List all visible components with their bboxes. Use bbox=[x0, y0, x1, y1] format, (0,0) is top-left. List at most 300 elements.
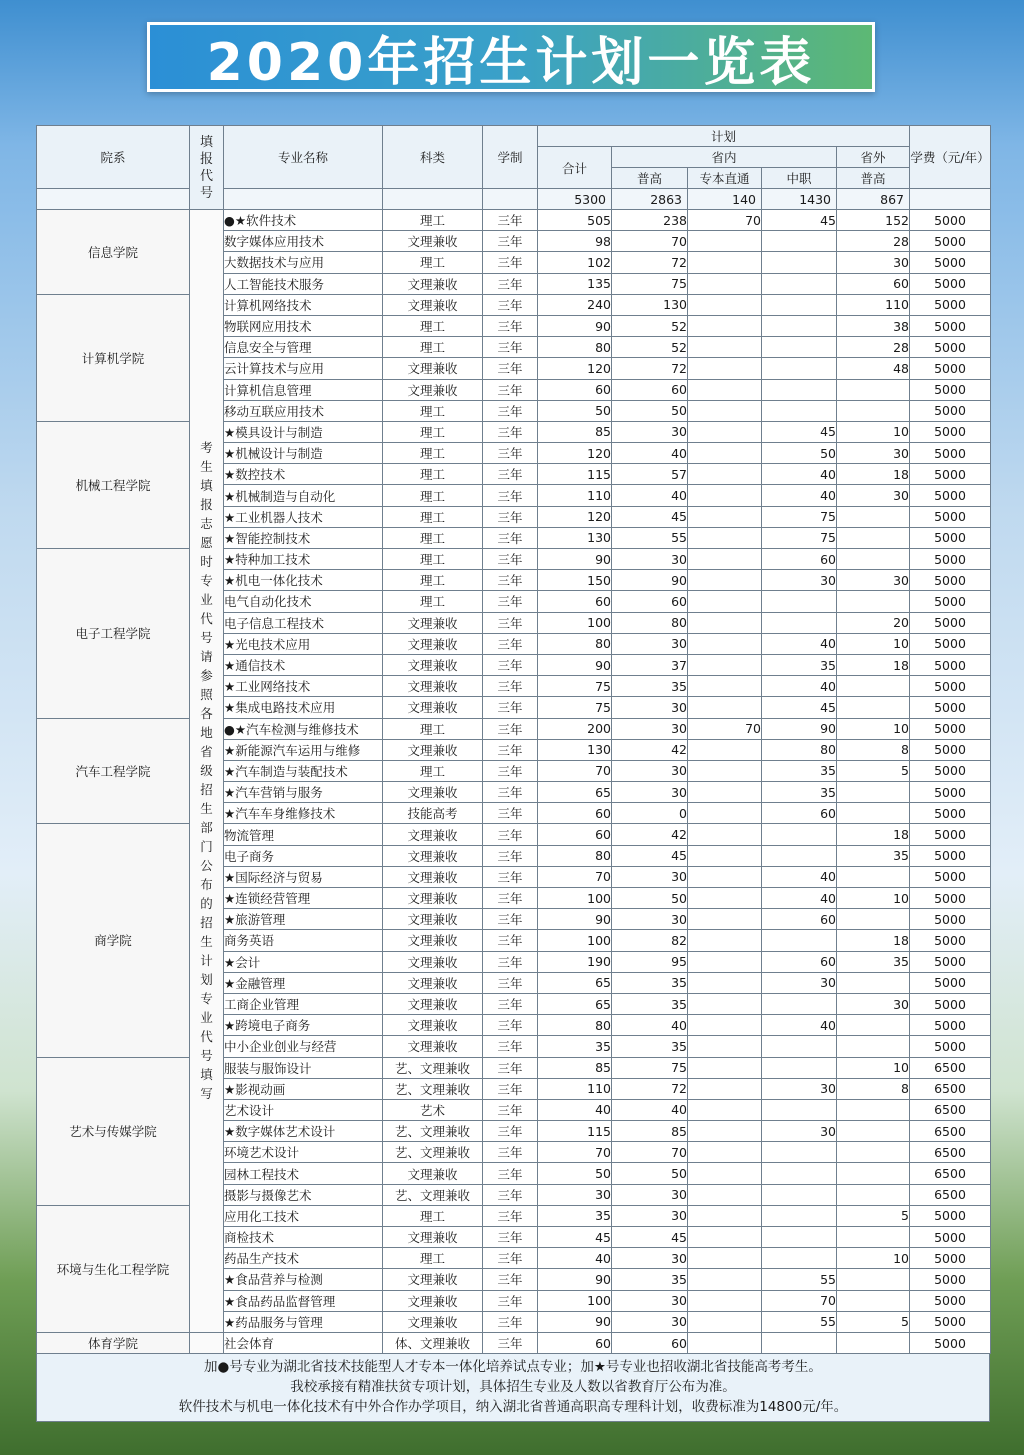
category-cell: 理工 bbox=[383, 570, 483, 591]
duration-cell: 三年 bbox=[483, 231, 538, 252]
category-cell: 文理兼收 bbox=[383, 930, 483, 951]
general-cell: 30 bbox=[612, 1184, 688, 1205]
vocational-cell bbox=[762, 1163, 837, 1184]
general-out-cell bbox=[837, 400, 910, 421]
major-name: ★数控技术 bbox=[224, 464, 383, 485]
header-code-text: 填报代号 bbox=[199, 134, 213, 201]
major-name: ★机械设计与制造 bbox=[224, 443, 383, 464]
vocational-cell: 30 bbox=[762, 1078, 837, 1099]
total-cell: 70 bbox=[538, 1142, 612, 1163]
total-cell: 115 bbox=[538, 1121, 612, 1142]
general-cell: 42 bbox=[612, 824, 688, 845]
table-row bbox=[37, 210, 991, 231]
general-cell: 85 bbox=[612, 1121, 688, 1142]
direct-cell bbox=[688, 400, 762, 421]
total-cell: 80 bbox=[538, 845, 612, 866]
general-cell: 0 bbox=[612, 803, 688, 824]
category-cell: 体、文理兼收 bbox=[383, 1332, 483, 1353]
major-name: 人工智能技术服务 bbox=[224, 273, 383, 294]
category-cell: 文理兼收 bbox=[383, 273, 483, 294]
fee-cell: 5000 bbox=[910, 1227, 991, 1248]
general-out-cell bbox=[837, 1121, 910, 1142]
total-cell: 75 bbox=[538, 676, 612, 697]
total-cell: 40 bbox=[538, 1248, 612, 1269]
total-cell: 65 bbox=[538, 993, 612, 1014]
vocational-cell: 30 bbox=[762, 972, 837, 993]
duration-cell: 三年 bbox=[483, 1227, 538, 1248]
dept-cell: 计算机学院 bbox=[37, 294, 190, 421]
duration-cell: 三年 bbox=[483, 273, 538, 294]
duration-cell: 三年 bbox=[483, 315, 538, 336]
vocational-cell bbox=[762, 1057, 837, 1078]
general-cell: 30 bbox=[612, 549, 688, 570]
fee-cell: 5000 bbox=[910, 358, 991, 379]
duration-cell: 三年 bbox=[483, 824, 538, 845]
vocational-cell: 35 bbox=[762, 760, 837, 781]
total-sum: 5300 bbox=[538, 189, 612, 210]
general-cell: 238 bbox=[612, 210, 688, 231]
direct-cell bbox=[688, 1332, 762, 1353]
general-out-cell: 10 bbox=[837, 633, 910, 654]
category-cell: 文理兼收 bbox=[383, 739, 483, 760]
major-name: 服装与服饰设计 bbox=[224, 1057, 383, 1078]
vocational-cell: 30 bbox=[762, 570, 837, 591]
duration-cell: 三年 bbox=[483, 654, 538, 675]
vocational-cell: 40 bbox=[762, 676, 837, 697]
category-cell: 文理兼收 bbox=[383, 951, 483, 972]
vocational-cell bbox=[762, 231, 837, 252]
major-name: ●★汽车检测与维修技术 bbox=[224, 718, 383, 739]
fee-cell: 5000 bbox=[910, 549, 991, 570]
header-fee: 学费（元/年） bbox=[910, 126, 991, 189]
general-out-cell: 18 bbox=[837, 930, 910, 951]
vocational-cell bbox=[762, 1184, 837, 1205]
category-cell: 技能高考 bbox=[383, 803, 483, 824]
total-cell: 110 bbox=[538, 485, 612, 506]
direct-cell bbox=[688, 273, 762, 294]
major-name: ★机电一体化技术 bbox=[224, 570, 383, 591]
category-cell: 艺、文理兼收 bbox=[383, 1142, 483, 1163]
total-general: 2863 bbox=[612, 189, 688, 210]
general-cell: 35 bbox=[612, 972, 688, 993]
major-name: ★通信技术 bbox=[224, 654, 383, 675]
major-name: 数字媒体应用技术 bbox=[224, 231, 383, 252]
fee-cell: 5000 bbox=[910, 1248, 991, 1269]
general-cell: 30 bbox=[612, 866, 688, 887]
direct-cell bbox=[688, 464, 762, 485]
category-cell: 文理兼收 bbox=[383, 1227, 483, 1248]
direct-cell bbox=[688, 1057, 762, 1078]
major-name: ★模具设计与制造 bbox=[224, 421, 383, 442]
total-cell: 130 bbox=[538, 527, 612, 548]
general-out-cell bbox=[837, 1290, 910, 1311]
general-out-cell bbox=[837, 866, 910, 887]
code-blank-cell bbox=[190, 1332, 224, 1353]
vocational-cell bbox=[762, 612, 837, 633]
direct-cell bbox=[688, 676, 762, 697]
fee-cell: 5000 bbox=[910, 527, 991, 548]
vocational-cell bbox=[762, 1227, 837, 1248]
duration-cell: 三年 bbox=[483, 210, 538, 231]
category-cell: 文理兼收 bbox=[383, 824, 483, 845]
major-name: ★连锁经营管理 bbox=[224, 888, 383, 909]
major-name: 物流管理 bbox=[224, 824, 383, 845]
major-name: 商务英语 bbox=[224, 930, 383, 951]
fee-cell: 5000 bbox=[910, 654, 991, 675]
general-cell: 80 bbox=[612, 612, 688, 633]
general-out-cell bbox=[837, 697, 910, 718]
dept-cell: 艺术与传媒学院 bbox=[37, 1057, 190, 1205]
major-name: ★集成电路技术应用 bbox=[224, 697, 383, 718]
major-name: ★国际经济与贸易 bbox=[224, 866, 383, 887]
dept-cell: 汽车工程学院 bbox=[37, 718, 190, 824]
general-cell: 35 bbox=[612, 993, 688, 1014]
direct-cell bbox=[688, 591, 762, 612]
direct-cell bbox=[688, 1248, 762, 1269]
category-cell: 理工 bbox=[383, 760, 483, 781]
fee-cell: 5000 bbox=[910, 443, 991, 464]
direct-cell bbox=[688, 1078, 762, 1099]
general-out-cell: 18 bbox=[837, 824, 910, 845]
category-cell: 文理兼收 bbox=[383, 993, 483, 1014]
total-cell: 50 bbox=[538, 400, 612, 421]
total-cell: 50 bbox=[538, 1163, 612, 1184]
general-out-cell bbox=[837, 1332, 910, 1353]
total-cell: 60 bbox=[538, 379, 612, 400]
general-cell: 72 bbox=[612, 1078, 688, 1099]
duration-cell: 三年 bbox=[483, 930, 538, 951]
general-cell: 72 bbox=[612, 358, 688, 379]
category-cell: 理工 bbox=[383, 718, 483, 739]
category-cell: 文理兼收 bbox=[383, 612, 483, 633]
fee-cell: 6500 bbox=[910, 1121, 991, 1142]
category-cell: 理工 bbox=[383, 549, 483, 570]
category-cell: 理工 bbox=[383, 464, 483, 485]
duration-cell: 三年 bbox=[483, 1121, 538, 1142]
category-cell: 文理兼收 bbox=[383, 654, 483, 675]
general-cell: 30 bbox=[612, 909, 688, 930]
vocational-cell bbox=[762, 358, 837, 379]
general-cell: 90 bbox=[612, 570, 688, 591]
major-name: 云计算技术与应用 bbox=[224, 358, 383, 379]
major-name: ★工业机器人技术 bbox=[224, 506, 383, 527]
header-out-province: 省外 bbox=[837, 147, 910, 168]
direct-cell bbox=[688, 1184, 762, 1205]
category-cell: 理工 bbox=[383, 421, 483, 442]
fee-cell: 5000 bbox=[910, 824, 991, 845]
category-cell: 文理兼收 bbox=[383, 379, 483, 400]
vocational-cell: 55 bbox=[762, 1269, 837, 1290]
category-cell: 文理兼收 bbox=[383, 1290, 483, 1311]
direct-cell bbox=[688, 1099, 762, 1120]
major-name: ★食品营养与检测 bbox=[224, 1269, 383, 1290]
vocational-cell bbox=[762, 400, 837, 421]
dept-cell: 商学院 bbox=[37, 824, 190, 1057]
major-name: ★特种加工技术 bbox=[224, 549, 383, 570]
direct-cell: 70 bbox=[688, 718, 762, 739]
table-row bbox=[37, 1205, 991, 1226]
total-cell: 90 bbox=[538, 549, 612, 570]
general-out-cell: 5 bbox=[837, 760, 910, 781]
general-cell: 30 bbox=[612, 718, 688, 739]
general-out-cell: 18 bbox=[837, 654, 910, 675]
major-name: 移动互联应用技术 bbox=[224, 400, 383, 421]
vocational-cell: 80 bbox=[762, 739, 837, 760]
direct-cell bbox=[688, 972, 762, 993]
duration-cell: 三年 bbox=[483, 485, 538, 506]
fee-cell: 6500 bbox=[910, 1099, 991, 1120]
category-cell: 文理兼收 bbox=[383, 888, 483, 909]
direct-cell bbox=[688, 315, 762, 336]
fee-cell: 5000 bbox=[910, 379, 991, 400]
category-cell: 文理兼收 bbox=[383, 1163, 483, 1184]
vocational-cell: 60 bbox=[762, 909, 837, 930]
table-row bbox=[37, 421, 991, 442]
direct-cell bbox=[688, 633, 762, 654]
total-cell: 60 bbox=[538, 1332, 612, 1353]
fee-cell: 6500 bbox=[910, 1078, 991, 1099]
header-major: 专业名称 bbox=[224, 126, 383, 189]
major-name: 电气自动化技术 bbox=[224, 591, 383, 612]
vocational-cell: 40 bbox=[762, 888, 837, 909]
general-cell: 52 bbox=[612, 337, 688, 358]
major-name: 环境艺术设计 bbox=[224, 1142, 383, 1163]
total-cell: 70 bbox=[538, 866, 612, 887]
general-out-cell: 28 bbox=[837, 337, 910, 358]
general-cell: 30 bbox=[612, 1248, 688, 1269]
vocational-cell bbox=[762, 379, 837, 400]
total-cell: 200 bbox=[538, 718, 612, 739]
general-cell: 35 bbox=[612, 676, 688, 697]
general-cell: 45 bbox=[612, 845, 688, 866]
major-name: ●★软件技术 bbox=[224, 210, 383, 231]
total-cell: 65 bbox=[538, 972, 612, 993]
vocational-cell bbox=[762, 1142, 837, 1163]
general-out-cell: 30 bbox=[837, 993, 910, 1014]
total-cell: 100 bbox=[538, 930, 612, 951]
major-name: ★数字媒体艺术设计 bbox=[224, 1121, 383, 1142]
duration-cell: 三年 bbox=[483, 718, 538, 739]
fee-cell: 5000 bbox=[910, 633, 991, 654]
total-cell: 35 bbox=[538, 1205, 612, 1226]
general-out-cell: 60 bbox=[837, 273, 910, 294]
major-name: ★药品服务与管理 bbox=[224, 1311, 383, 1332]
fee-cell: 5000 bbox=[910, 909, 991, 930]
direct-cell bbox=[688, 1142, 762, 1163]
category-cell: 理工 bbox=[383, 1248, 483, 1269]
total-cell: 505 bbox=[538, 210, 612, 231]
duration-cell: 三年 bbox=[483, 1332, 538, 1353]
duration-cell: 三年 bbox=[483, 888, 538, 909]
general-out-cell: 28 bbox=[837, 231, 910, 252]
general-out-cell bbox=[837, 1269, 910, 1290]
category-cell: 理工 bbox=[383, 210, 483, 231]
duration-cell: 三年 bbox=[483, 358, 538, 379]
major-name: 园林工程技术 bbox=[224, 1163, 383, 1184]
fee-cell: 5000 bbox=[910, 315, 991, 336]
total-general-out: 867 bbox=[837, 189, 910, 210]
total-cell: 35 bbox=[538, 1036, 612, 1057]
direct-cell bbox=[688, 421, 762, 442]
duration-cell: 三年 bbox=[483, 1163, 538, 1184]
fee-cell: 5000 bbox=[910, 612, 991, 633]
direct-cell bbox=[688, 337, 762, 358]
fee-cell: 5000 bbox=[910, 252, 991, 273]
total-cell: 150 bbox=[538, 570, 612, 591]
general-out-cell bbox=[837, 1227, 910, 1248]
total-cell: 90 bbox=[538, 1311, 612, 1332]
general-out-cell bbox=[837, 591, 910, 612]
header-general-out: 普高 bbox=[837, 168, 910, 189]
general-out-cell bbox=[837, 1015, 910, 1036]
direct-cell bbox=[688, 443, 762, 464]
major-name: ★汽车制造与装配技术 bbox=[224, 760, 383, 781]
category-cell: 文理兼收 bbox=[383, 845, 483, 866]
major-name: 中小企业创业与经营 bbox=[224, 1036, 383, 1057]
duration-cell: 三年 bbox=[483, 1311, 538, 1332]
general-cell: 30 bbox=[612, 697, 688, 718]
total-cell: 120 bbox=[538, 506, 612, 527]
direct-cell bbox=[688, 1227, 762, 1248]
duration-cell: 三年 bbox=[483, 549, 538, 570]
direct-cell bbox=[688, 570, 762, 591]
fee-cell: 5000 bbox=[910, 273, 991, 294]
dept-cell: 体育学院 bbox=[37, 1332, 190, 1353]
total-cell: 120 bbox=[538, 443, 612, 464]
total-cell: 115 bbox=[538, 464, 612, 485]
general-cell: 45 bbox=[612, 1227, 688, 1248]
vocational-cell: 70 bbox=[762, 1290, 837, 1311]
general-cell: 60 bbox=[612, 591, 688, 612]
duration-cell: 三年 bbox=[483, 993, 538, 1014]
total-cell: 100 bbox=[538, 888, 612, 909]
totals-category-blank bbox=[383, 189, 483, 210]
direct-cell bbox=[688, 739, 762, 760]
direct-cell bbox=[688, 231, 762, 252]
general-cell: 30 bbox=[612, 1205, 688, 1226]
direct-cell bbox=[688, 549, 762, 570]
category-cell: 文理兼收 bbox=[383, 231, 483, 252]
direct-cell bbox=[688, 506, 762, 527]
fee-cell: 5000 bbox=[910, 464, 991, 485]
total-cell: 80 bbox=[538, 633, 612, 654]
general-out-cell: 110 bbox=[837, 294, 910, 315]
major-name: 大数据技术与应用 bbox=[224, 252, 383, 273]
dept-cell: 电子工程学院 bbox=[37, 549, 190, 719]
general-cell: 40 bbox=[612, 1099, 688, 1120]
direct-cell bbox=[688, 760, 762, 781]
major-name: ★食品药品监督管理 bbox=[224, 1290, 383, 1311]
header-vocational: 中职 bbox=[762, 168, 837, 189]
total-cell: 30 bbox=[538, 1184, 612, 1205]
header-category: 科类 bbox=[383, 126, 483, 189]
direct-cell bbox=[688, 1290, 762, 1311]
total-cell: 60 bbox=[538, 803, 612, 824]
general-cell: 75 bbox=[612, 1057, 688, 1078]
general-out-cell bbox=[837, 676, 910, 697]
vocational-cell: 40 bbox=[762, 633, 837, 654]
header-code bbox=[190, 126, 224, 210]
direct-cell bbox=[688, 930, 762, 951]
total-direct: 140 bbox=[688, 189, 762, 210]
fee-cell: 5000 bbox=[910, 1290, 991, 1311]
general-out-cell: 30 bbox=[837, 443, 910, 464]
general-cell: 50 bbox=[612, 888, 688, 909]
category-cell: 理工 bbox=[383, 527, 483, 548]
total-cell: 60 bbox=[538, 824, 612, 845]
total-cell: 102 bbox=[538, 252, 612, 273]
general-out-cell: 38 bbox=[837, 315, 910, 336]
total-cell: 80 bbox=[538, 337, 612, 358]
duration-cell: 三年 bbox=[483, 294, 538, 315]
general-out-cell bbox=[837, 1184, 910, 1205]
total-cell: 130 bbox=[538, 739, 612, 760]
general-cell: 30 bbox=[612, 421, 688, 442]
general-cell: 45 bbox=[612, 506, 688, 527]
total-cell: 90 bbox=[538, 1269, 612, 1290]
total-cell: 90 bbox=[538, 315, 612, 336]
general-out-cell bbox=[837, 1163, 910, 1184]
vocational-cell: 75 bbox=[762, 527, 837, 548]
fee-cell: 5000 bbox=[910, 1015, 991, 1036]
vocational-cell bbox=[762, 993, 837, 1014]
major-name: ★工业网络技术 bbox=[224, 676, 383, 697]
category-cell: 文理兼收 bbox=[383, 1036, 483, 1057]
fee-cell: 5000 bbox=[910, 972, 991, 993]
total-cell: 70 bbox=[538, 760, 612, 781]
general-out-cell: 30 bbox=[837, 570, 910, 591]
duration-cell: 三年 bbox=[483, 506, 538, 527]
general-out-cell bbox=[837, 909, 910, 930]
fee-cell: 6500 bbox=[910, 1163, 991, 1184]
duration-cell: 三年 bbox=[483, 633, 538, 654]
category-cell: 理工 bbox=[383, 337, 483, 358]
general-cell: 82 bbox=[612, 930, 688, 951]
general-out-cell bbox=[837, 527, 910, 548]
general-cell: 57 bbox=[612, 464, 688, 485]
fee-cell: 5000 bbox=[910, 993, 991, 1014]
major-name: 摄影与摄像艺术 bbox=[224, 1184, 383, 1205]
duration-cell: 三年 bbox=[483, 1099, 538, 1120]
fee-cell: 5000 bbox=[910, 1036, 991, 1057]
total-cell: 120 bbox=[538, 358, 612, 379]
category-cell: 文理兼收 bbox=[383, 1311, 483, 1332]
category-cell: 理工 bbox=[383, 1205, 483, 1226]
general-cell: 40 bbox=[612, 1015, 688, 1036]
general-cell: 130 bbox=[612, 294, 688, 315]
duration-cell: 三年 bbox=[483, 421, 538, 442]
plan-table-body bbox=[37, 210, 991, 1354]
duration-cell: 三年 bbox=[483, 400, 538, 421]
direct-cell: 70 bbox=[688, 210, 762, 231]
general-out-cell: 18 bbox=[837, 464, 910, 485]
direct-cell bbox=[688, 485, 762, 506]
dept-cell: 机械工程学院 bbox=[37, 421, 190, 548]
total-cell: 240 bbox=[538, 294, 612, 315]
vocational-cell: 30 bbox=[762, 1121, 837, 1142]
fee-cell: 5000 bbox=[910, 485, 991, 506]
direct-cell bbox=[688, 612, 762, 633]
vocational-cell bbox=[762, 824, 837, 845]
general-out-cell: 152 bbox=[837, 210, 910, 231]
code-note-cell bbox=[190, 210, 224, 1333]
duration-cell: 三年 bbox=[483, 570, 538, 591]
direct-cell bbox=[688, 1015, 762, 1036]
direct-cell bbox=[688, 358, 762, 379]
direct-cell bbox=[688, 1205, 762, 1226]
fee-cell: 5000 bbox=[910, 760, 991, 781]
header-total: 合计 bbox=[538, 147, 612, 189]
